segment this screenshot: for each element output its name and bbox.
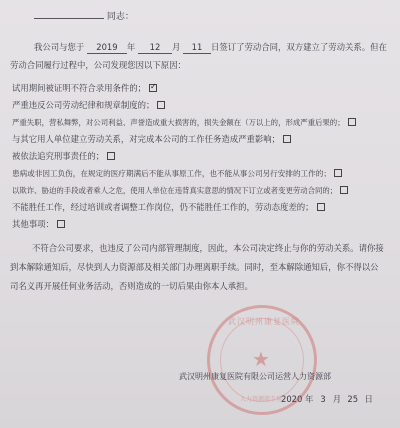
body-line-2: 到本解除通知后，尽快到人力资源部及相关部门办理离职手续。同时，至本解除通知后，你不得以公: [10, 262, 379, 272]
reason-text: 以欺诈、胁迫的手段或者乘人之危，使用人单位在违背真实意思的情况下订立或者变更劳动合同的；: [12, 186, 338, 195]
reason-text: 被依法追究刑事责任的；: [12, 151, 105, 161]
issue-year: 2020: [281, 394, 303, 404]
issue-month: 3: [320, 394, 326, 404]
reason-text: 试用期间被证明不符合录用条件的；: [12, 83, 146, 93]
reason-checkbox[interactable]: [340, 186, 348, 194]
contract-month: 12: [138, 42, 172, 54]
intro-line-2: 劳动合同履行过程中，公司发现您因以下原因：: [10, 60, 186, 70]
month-unit: 月: [171, 42, 181, 52]
day-unit: 日: [364, 394, 373, 404]
reason-text: 不能胜任工作，经过培训或者调整工作岗位，仍不能胜任工作的，劳动态度差的；: [12, 202, 314, 212]
intro-text-2: 日签订了劳动合同，双方建立了劳动关系。但在: [211, 42, 387, 52]
seal-star-icon: ★: [252, 347, 270, 371]
reason-checkbox[interactable]: [157, 101, 165, 109]
reason-checkbox[interactable]: [107, 152, 115, 160]
reason-item: [12, 117, 356, 128]
reason-item: [12, 151, 115, 162]
body-line-1: 不符合公司要求，也违反了公司内部管理制度，因此，本公司决定终止与你的劳动关系。请你接: [32, 243, 384, 253]
recipient-name-blank: [34, 18, 104, 19]
reason-checkbox[interactable]: [334, 169, 342, 177]
reason-text: 其他事项：: [12, 219, 54, 229]
reason-item: [12, 219, 65, 230]
reason-item: [12, 134, 291, 145]
reason-text: 严重失职，营私舞弊，对公司利益、声誉造成重大损害的，损失金额在（万以上的，形成严重后果的；: [12, 118, 345, 127]
reason-text: 与其它用人单位建立劳动关系，对完成本公司的工作任务造成严重影响；: [12, 134, 280, 144]
salutation: 同志：: [106, 12, 134, 22]
intro-line-1: [34, 42, 387, 54]
reason-text: 严重违反公司劳动纪律和规章制度的；: [12, 100, 155, 110]
recipient-line: [34, 12, 134, 23]
reason-checkbox[interactable]: [149, 84, 157, 92]
reason-checkbox[interactable]: [317, 203, 325, 211]
reason-item: [12, 100, 165, 111]
body-line-3: 司名义再开展任何业务活动，否则造成的一切后果由你本人承担。: [10, 281, 253, 291]
reason-item: [12, 202, 325, 213]
contract-year: 2019: [87, 42, 127, 54]
reason-checkbox[interactable]: [283, 135, 291, 143]
reason-item: [12, 83, 157, 94]
seal-lettering-bottom: 人力资源部专用: [240, 396, 283, 403]
issue-day: 25: [347, 394, 359, 404]
issuing-department: 武汉明州康复医院有限公司运营人力资源部: [179, 372, 331, 381]
intro-text-1: 我公司与您于: [34, 42, 85, 52]
contract-day: 11: [183, 42, 211, 54]
reason-item: [12, 168, 342, 179]
reason-checkbox[interactable]: [57, 220, 65, 228]
year-unit: 年: [305, 394, 314, 404]
year-unit: 年: [126, 42, 136, 52]
seal-lettering: 武汉明州康复医院: [228, 317, 300, 326]
reason-text: 患病或非因工负伤，在规定的医疗期满后不能从事原工作，也不能从事公司另行安排的工作的；: [12, 169, 331, 178]
issue-date: [281, 394, 373, 405]
reason-item: [12, 185, 348, 196]
month-unit: 月: [332, 394, 342, 404]
reason-checkbox[interactable]: [348, 118, 356, 126]
